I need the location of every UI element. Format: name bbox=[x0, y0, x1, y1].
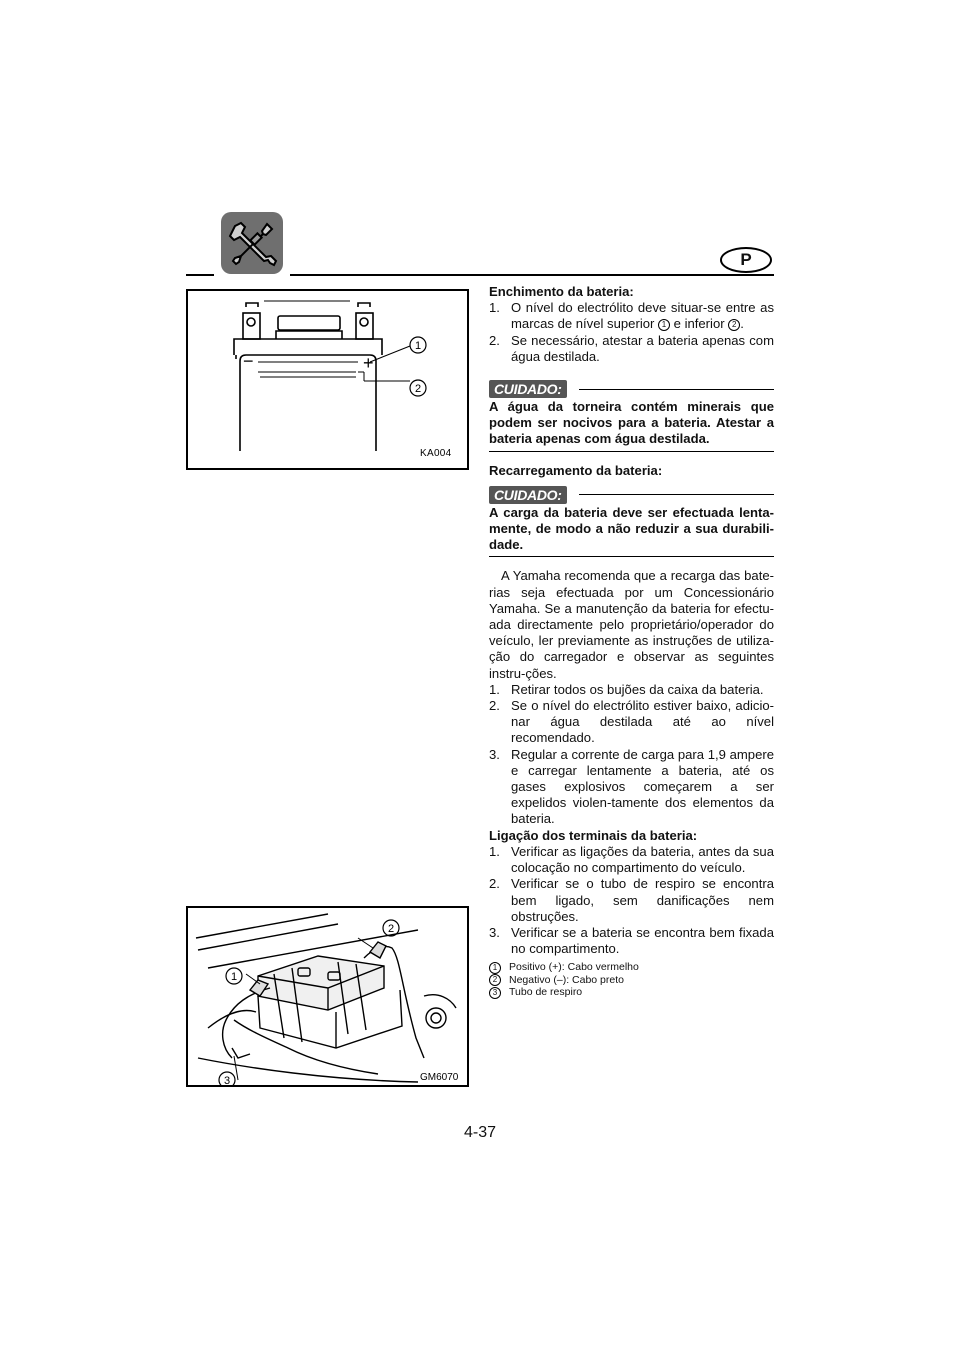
callout-2: 2 bbox=[387, 923, 395, 935]
list-item: 2. Se necessário, atestar a bateria apenas com água destilada. bbox=[489, 332, 774, 364]
battery-compartment-figure bbox=[186, 906, 469, 1087]
heading-terminals: Ligação dos terminais da bateria: bbox=[489, 827, 698, 843]
heading-fill: Enchimento da bateria: bbox=[489, 284, 634, 299]
minus-sign: − bbox=[243, 351, 254, 371]
header-rule-left bbox=[186, 274, 214, 276]
battery-illustration bbox=[188, 291, 467, 468]
legend-item: 1 Positivo (+): Cabo vermelho bbox=[489, 961, 774, 974]
callout-2: 2 bbox=[414, 383, 422, 395]
header-rule-right bbox=[290, 274, 774, 276]
legend-item: 3 Tubo de respiro bbox=[489, 986, 774, 999]
caution-header bbox=[489, 485, 774, 505]
plus-sign: + bbox=[363, 353, 374, 373]
caution-label: CUIDADO: bbox=[489, 486, 567, 504]
callout-3: 3 bbox=[223, 1075, 231, 1085]
language-badge: P bbox=[720, 247, 772, 273]
list-item: 3. Verificar se a bateria se encontra bem fixada no compartimento. bbox=[489, 924, 774, 957]
list-item: 1. Verificar as ligações da bateria, antes da sua colocação no compartimento do veículo. bbox=[489, 843, 774, 876]
text-column bbox=[489, 284, 774, 999]
ref-circle-1: 1 bbox=[658, 319, 670, 331]
heading-recharge: Recarregamento da bateria: bbox=[489, 462, 663, 478]
page-number: 4-37 bbox=[463, 1124, 497, 1141]
callout-1: 1 bbox=[414, 340, 422, 352]
battery-compartment-illustration bbox=[188, 908, 467, 1085]
caution-text: A carga da bateria deve ser efectuada lenta-mente, de modo a não reduzir a sua durabili-dade. bbox=[489, 504, 774, 553]
caution-end-rule bbox=[489, 451, 774, 452]
legend-item: 2 Negativo (–): Cabo preto bbox=[489, 974, 774, 987]
caution-label: CUIDADO: bbox=[489, 380, 567, 398]
legend bbox=[489, 961, 774, 999]
caution-end-rule bbox=[489, 556, 774, 557]
list-item: 1. Retirar todos os bujões da caixa da bateria. bbox=[489, 681, 764, 697]
caution-rule bbox=[579, 389, 774, 390]
caution-rule bbox=[579, 494, 774, 495]
list-item: 3. Regular a corrente de carga para 1,9 ampere e carregar lentamente a bateria, até os gases explosivos começarem a ser expelidos violen-tamente dos elementos da bateria. bbox=[489, 746, 774, 827]
caution-text: A água da torneira contém minerais que podem ser nocivos para a bateria. Atestar a bateria apenas com água destilada. bbox=[489, 399, 774, 447]
battery-level-figure bbox=[186, 289, 469, 470]
list-item: 2. Se o nível do electrólito estiver baixo, adicio-nar água destilada até ao nível recomendado. bbox=[489, 698, 774, 746]
ref-circle-2: 2 bbox=[728, 319, 740, 331]
callout-1: 1 bbox=[230, 971, 238, 983]
figure-code: KA004 bbox=[420, 448, 452, 459]
wrench-screwdriver-icon bbox=[221, 212, 283, 274]
figure-code: GM6070 bbox=[420, 1072, 459, 1083]
recharge-paragraph: A Yamaha recomenda que a recarga das bate-rias seja efectuada por um Concessionário Yamaha. Se a manutenção da bateria for efectu-ada directamente pelo proprietário/operador do veículo, ler previamente as instruções de utiliza-ção do carregador e observar as seguintes instru-ções. bbox=[489, 568, 774, 681]
tool-badge bbox=[221, 212, 283, 274]
list-item: 1. O nível do electrólito deve situar-se entre as marcas de nível superior 1 e inferior 2 . bbox=[489, 300, 774, 332]
caution-header bbox=[489, 379, 774, 399]
list-item: 2. Verificar se o tubo de respiro se encontra bem ligado, sem danificações nem obstruções. bbox=[489, 876, 774, 924]
